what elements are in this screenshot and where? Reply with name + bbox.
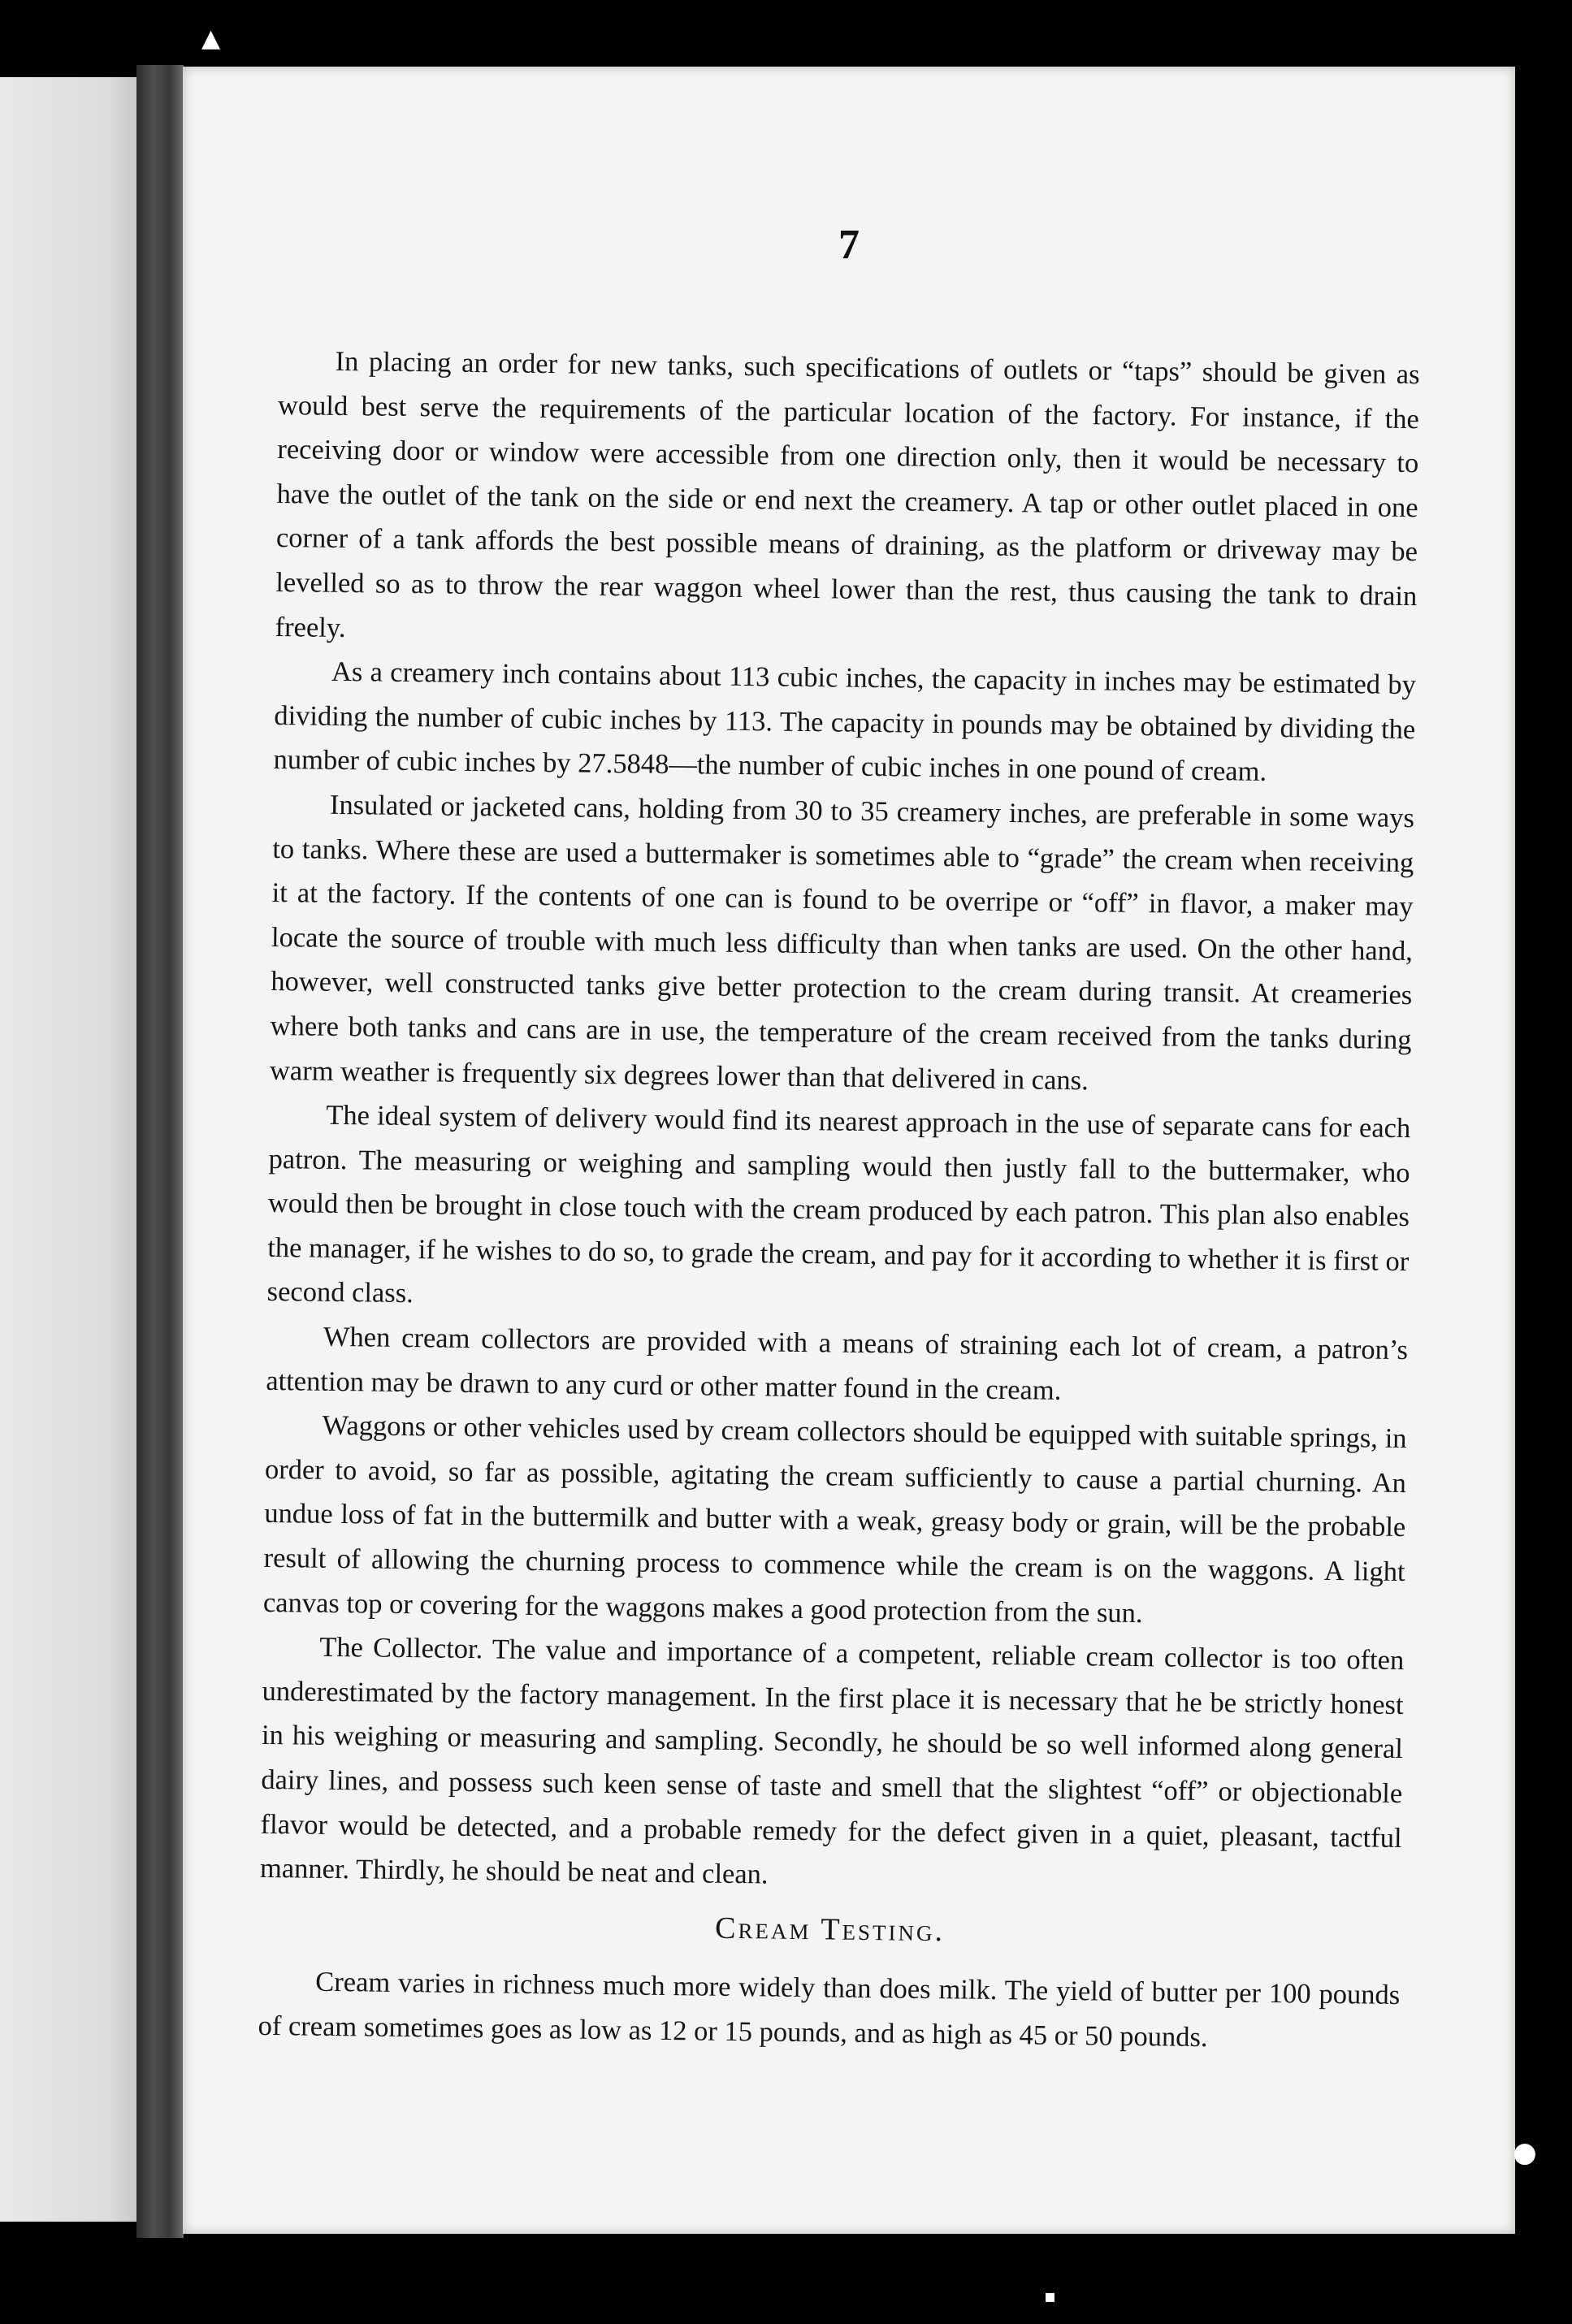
page-number: 7: [838, 222, 860, 268]
body-text: [258, 339, 1420, 2062]
paragraph-tank-outlets: In placing an order for new tanks, such specifications of outlets or “taps” should be given as would best serve the requirements of the particular location of the factory. For instance, if the receiving door or window were accessible from one direction only, then it would be necessary to have the outlet of the tank on the side or end next the creamery. A tap or other outlet placed in one corner of a tank affords the best possible means of draining, as the platform or driveway may be levelled so as to throw the rear waggon wheel lower than the rest, thus causing the tank to drain freely.: [275, 345, 1420, 643]
scan-speck: ●: [1513, 2136, 1537, 2169]
facing-page-edge: [0, 77, 154, 2222]
section-heading-cream-testing: Cream Testing.: [714, 1911, 946, 1948]
paragraph-straining: When cream collectors are provided with a means of straining each lot of cream, a patron’s attention may be drawn to any curd or other matter found in the cream.: [266, 1321, 1409, 1406]
page-sheet: [183, 67, 1515, 2234]
paragraph-cream-testing: Cream varies in richness much more widely than does milk. The yield of butter per 100 pounds of cream sometimes goes as low as 12 or 15 pounds, and as high as 45 or 50 pounds.: [258, 1967, 1401, 2054]
paragraph-insulated-cans: Insulated or jacketed cans, holding from 30 to 35 creamery inches, are preferable in some ways to tanks. Where these are used a buttermaker is sometimes able to “grade” the cream when receiving it at the factory. If the contents of one can is found to be overripe or “off” in flavor, a maker may locate the source of trouble with much less difficulty than when tanks are used. On the other hand, however, well constructed tanks give better protection to the cream during transit. At creameries where both tanks and cans are in use, the temperature of the cream received from the tanks during warm weather is frequently six degrees lower than that delivered in cans.: [269, 789, 1415, 1096]
paragraph-the-collector: The Collector. The value and importance of a competent, reliable cream collector is too often underestimated by the factory management. In the first place it is necessary that he be strictly honest in his weighing or measuring and sampling. Secondly, he should be so well informed along general dairy lines, and possess such keen sense of taste and smell that the slightest “off” or objectionable flavor would be detected, and a probable remedy for the defect given in a quiet, pleasant, tactful manner. Thirdly, he should be neat and clean.: [259, 1631, 1405, 1890]
scan-speck: ▲: [201, 24, 221, 53]
scan-speck: ▪: [1044, 2287, 1056, 2307]
paragraph-ideal-system: The ideal system of delivery would find its nearest approach in the use of separate cans for each patron. The measuring or weighing and sampling would then justly fall to the buttermaker, who would then be brought in close touch with the cream produced by each patron. This plan also enables the manager, if he wishes to do so, to grade the cream, and pay for it according to whether it is first or second class.: [266, 1099, 1411, 1309]
paragraph-creamery-inch: As a creamery inch contains about 113 cubic inches, the capacity in inches may be estimated by dividing the number of cubic inches by 113. The capacity in pounds may be obtained by dividing the number of cubic inches by 27.5848—the number of cubic inches in one pound of cream.: [273, 656, 1417, 788]
paragraph-waggons: Waggons or other vehicles used by cream collectors should be equipped with suitable springs, in order to avoid, so far as possible, agitating the cream sufficiently to cause a partial churning. An undue loss of fat in the buttermilk and butter with a weak, greasy body or grain, will be the probable result of allowing the churning process to commence while the cream is on the waggons. A light canvas top or covering for the waggons makes a good protection from the sun.: [262, 1410, 1407, 1629]
book-gutter: [136, 65, 184, 2238]
